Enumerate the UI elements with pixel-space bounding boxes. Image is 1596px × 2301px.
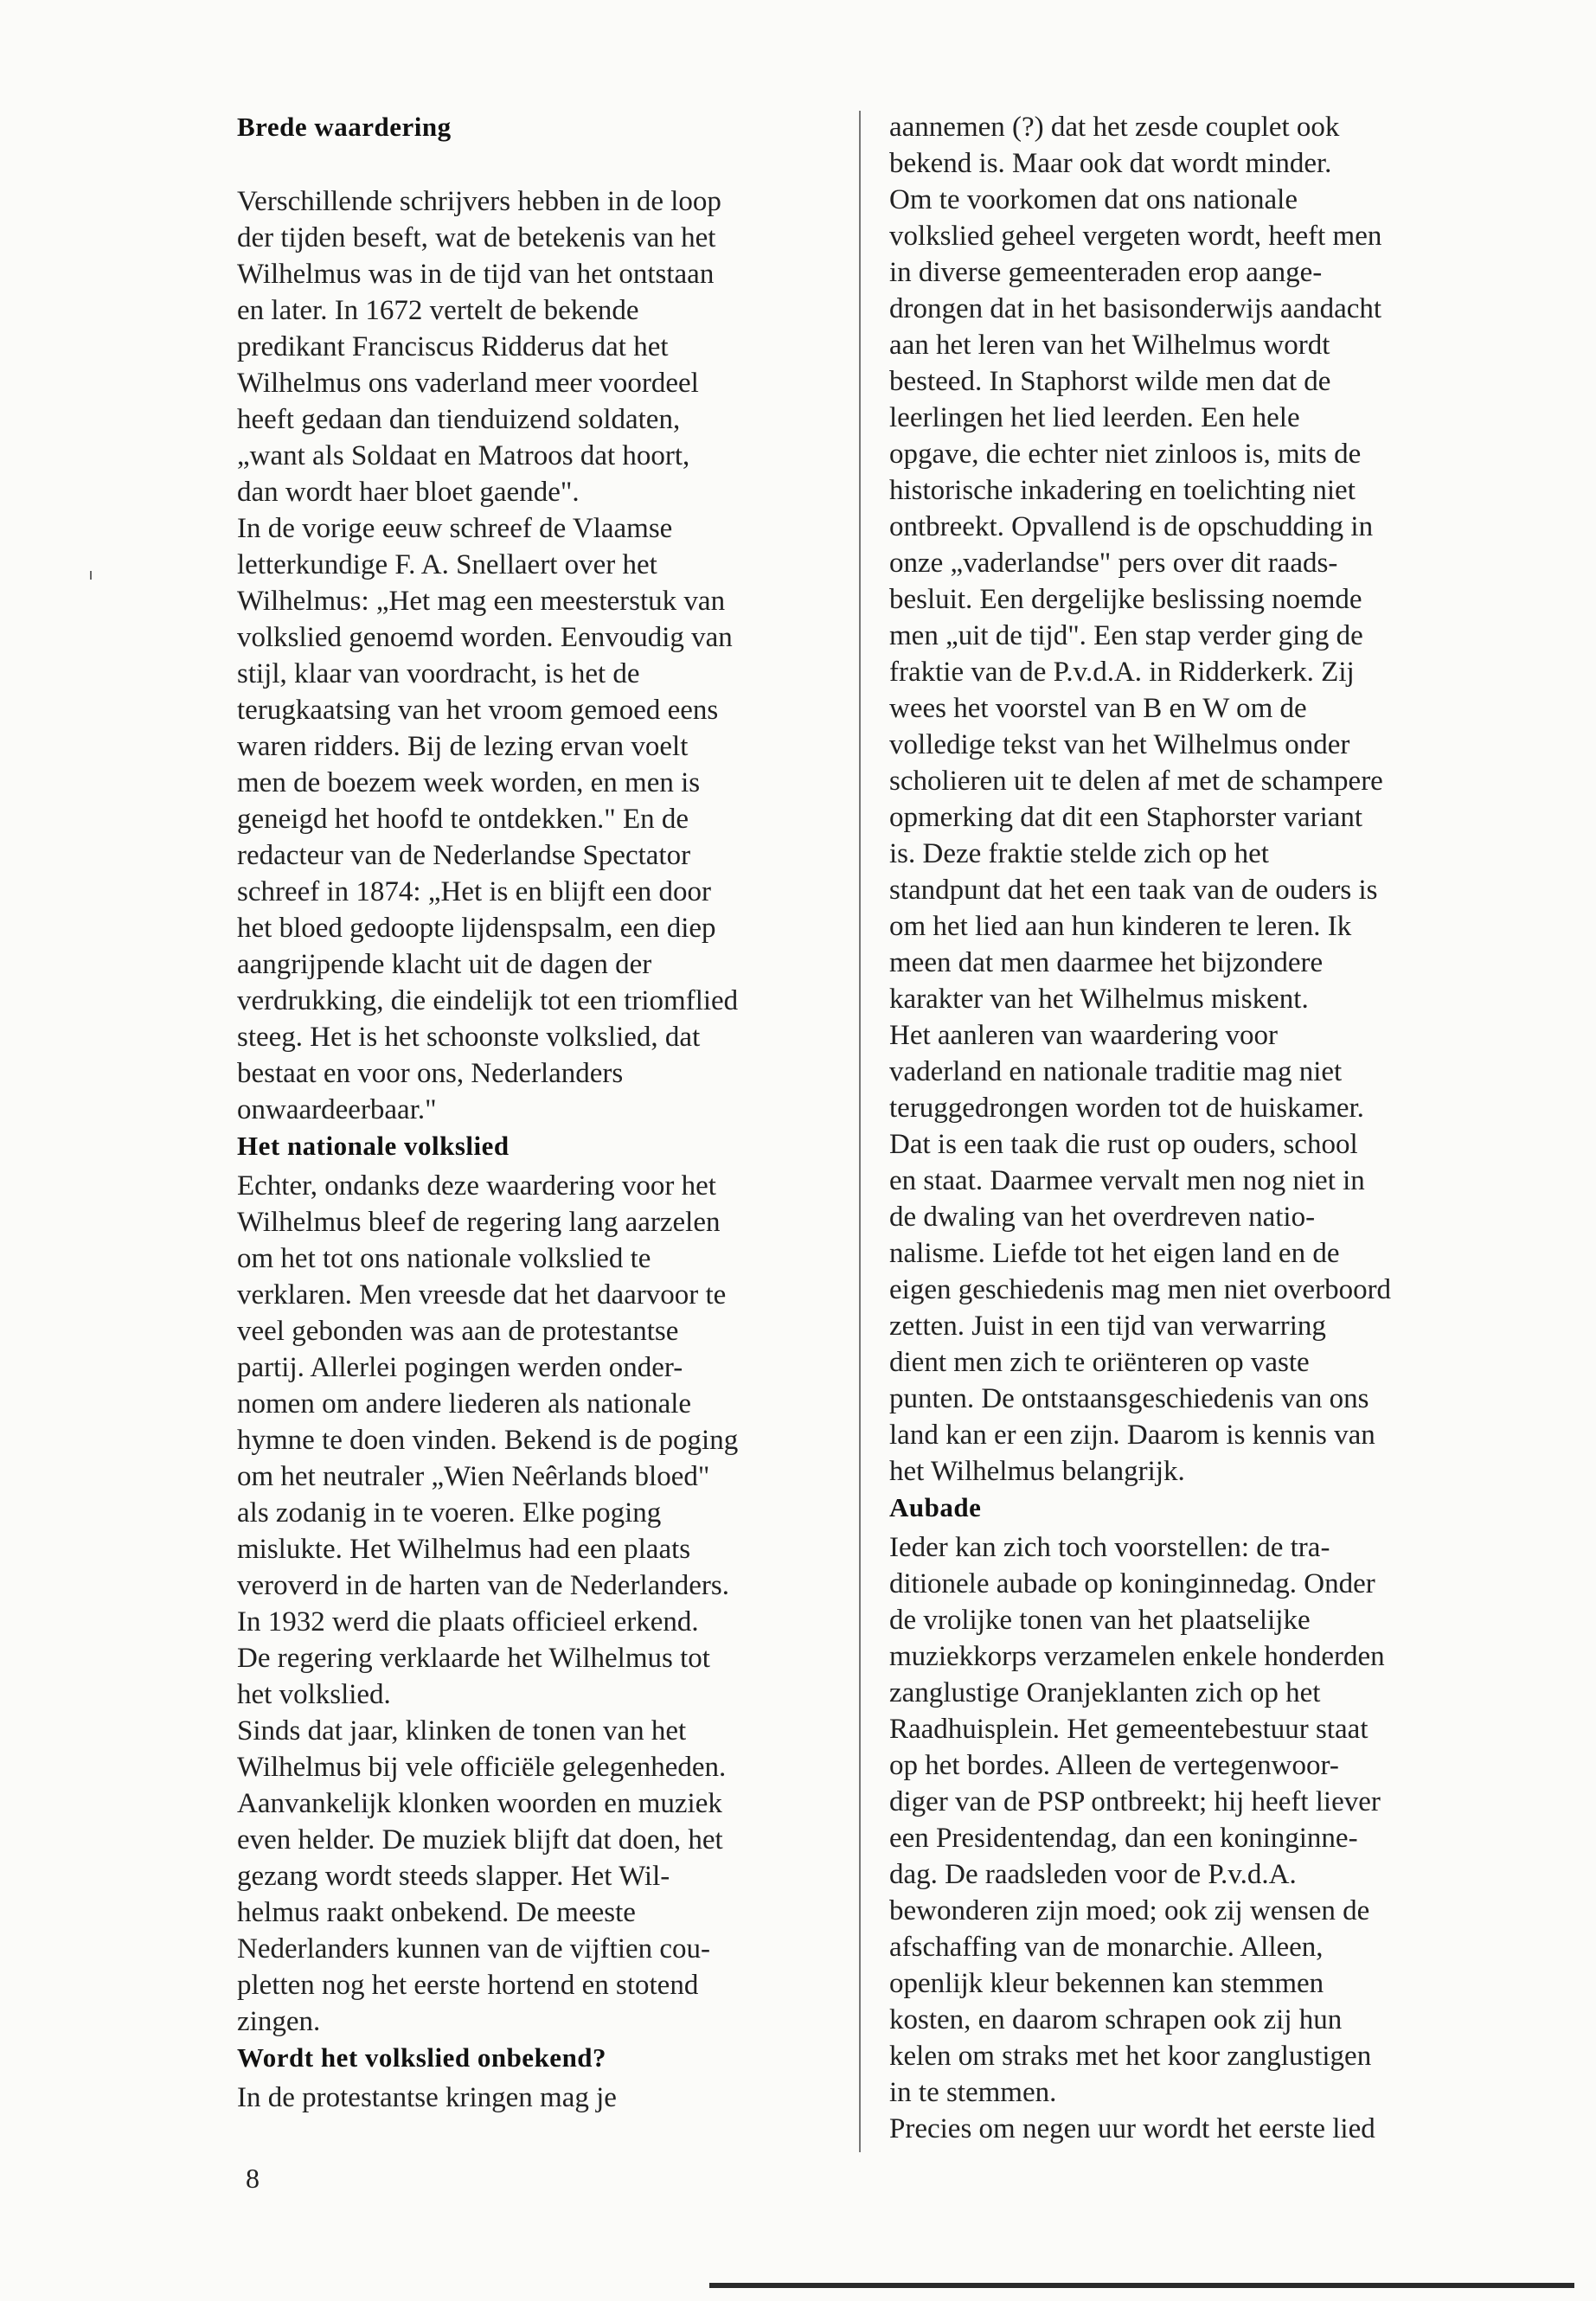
text-line: opgave, die echter niet zinloos is, mits de <box>889 439 1362 470</box>
text-line: ontbreekt. Opvallend is de opschudding in <box>889 511 1374 542</box>
text-line: bekend is. Maar ook dat wordt minder. <box>889 148 1332 179</box>
heading-wordt-het-volkslied-onbekend: Wordt het volkslied onbekend? <box>237 2042 607 2073</box>
text-line: pletten nog het eerste hortend en stotend <box>237 1970 699 2001</box>
text-line: standpunt dat het een taak van de ouders is <box>889 875 1378 906</box>
text-line: afschaffing van de monarchie. Alleen, <box>889 1932 1324 1963</box>
text-line: Verschillende schrijvers hebben in de loop <box>237 186 721 217</box>
text-line: volkslied geheel vergeten wordt, heeft men <box>889 221 1382 252</box>
text-line: om het lied aan hun kinderen te leren. Ik <box>889 911 1352 942</box>
text-line: openlijk kleur bekennen kan stemmen <box>889 1968 1324 1999</box>
text-line: diger van de PSP ontbreekt; hij heeft liever <box>889 1786 1381 1817</box>
text-line: aannemen (?) dat het zesde couplet ook <box>889 112 1340 143</box>
text-line: onwaardeerbaar." <box>237 1094 437 1125</box>
text-line: karakter van het Wilhelmus miskent. <box>889 984 1309 1015</box>
text-line: muziekkorps verzamelen enkele honderden <box>889 1641 1385 1672</box>
text-line: punten. De ontstaansgeschiedenis van ons <box>889 1383 1369 1414</box>
section-aubade-body <box>889 1529 1486 2147</box>
text-line: dag. De raadsleden voor de P.v.d.A. <box>889 1859 1297 1890</box>
text-line: aan het leren van het Wilhelmus wordt <box>889 330 1330 361</box>
text-line: Precies om negen uur wordt het eerste lied <box>889 2113 1375 2144</box>
text-line: Wilhelmus bij vele officiële gelegenheden. <box>237 1752 727 1783</box>
continuation-body <box>889 109 1486 1490</box>
heading-brede-waardering: Brede waardering <box>237 112 452 142</box>
text-line: is. Deze fraktie stelde zich op het <box>889 838 1269 869</box>
text-line: gezang wordt steeds slapper. Het Wil- <box>237 1861 670 1892</box>
text-line: men de boezem week worden, en men is <box>237 767 701 798</box>
text-line: scholieren uit te delen af met de schampere <box>889 766 1383 797</box>
text-line: Aanvankelijk klonken woorden en muziek <box>237 1788 722 1819</box>
text-line: Het aanleren van waardering voor <box>889 1020 1278 1051</box>
scan-speck <box>90 571 92 580</box>
text-line: In de vorige eeuw schreef de Vlaamse <box>237 513 673 544</box>
text-line: Ieder kan zich toch voorstellen: de tra- <box>889 1532 1330 1563</box>
text-line: volkslied genoemd worden. Eenvoudig van <box>237 622 733 653</box>
section-brede-waardering-body <box>237 183 877 1128</box>
text-line: heeft gedaan dan tienduizend soldaten, <box>237 404 681 435</box>
text-line: dient men zich te oriënteren op vaste <box>889 1347 1310 1378</box>
text-line: hymne te doen vinden. Bekend is de poging <box>237 1425 739 1456</box>
text-line: Dat is een taak die rust op ouders, school <box>889 1129 1358 1160</box>
text-line: schreef in 1874: „Het is en blijft een door <box>237 876 711 907</box>
text-line: besluit. Een dergelijke beslissing noemde <box>889 584 1362 615</box>
text-line: besteed. In Staphorst wilde men dat de <box>889 366 1331 397</box>
text-line: partij. Allerlei pogingen werden onder- <box>237 1352 683 1383</box>
text-line: als zodanig in te voeren. Elke poging <box>237 1497 662 1529</box>
right-column <box>889 109 1486 2147</box>
text-line: historische inkadering en toelichting niet <box>889 475 1356 506</box>
text-line: fraktie van de P.v.d.A. in Ridderkerk. Zij <box>889 657 1355 688</box>
text-line: Wilhelmus bleef de regering lang aarzelen <box>237 1207 721 1238</box>
text-line: steeg. Het is het schoonste volkslied, dat <box>237 1022 701 1053</box>
text-line: „want als Soldaat en Matroos dat hoort, <box>237 440 690 471</box>
text-line: drongen dat in het basisonderwijs aandacht <box>889 293 1382 324</box>
text-line: Nederlanders kunnen van de vijftien cou- <box>237 1933 711 1965</box>
text-line: en staat. Daarmee vervalt men nog niet in <box>889 1165 1365 1196</box>
text-line: en later. In 1672 vertelt de bekende <box>237 295 639 326</box>
text-line: bestaat en voor ons, Nederlanders <box>237 1058 624 1089</box>
text-line: veroverd in de harten van de Nederlanders. <box>237 1570 729 1601</box>
text-line: In 1932 werd die plaats officieel erkend. <box>237 1606 699 1638</box>
text-line: teruggedrongen worden tot de huiskamer. <box>889 1093 1364 1124</box>
text-line: vaderland en nationale traditie mag niet <box>889 1056 1343 1087</box>
text-line: het bloed gedoopte lijdenspsalm, een diep <box>237 913 716 944</box>
text-line: stijl, klaar van voordracht, is het de <box>237 658 640 689</box>
text-line: der tijden beseft, wat de betekenis van het <box>237 222 716 253</box>
text-line: de vrolijke tonen van het plaatselijke <box>889 1605 1311 1636</box>
text-line: zanglustige Oranjeklanten zich op het <box>889 1677 1321 1708</box>
text-line: veel gebonden was aan de protestantse <box>237 1316 679 1347</box>
text-line: men „uit de tijd". Een stap verder ging de <box>889 620 1363 651</box>
text-line: Om te voorkomen dat ons nationale <box>889 184 1298 215</box>
text-line: bewonderen zijn moed; ook zij wensen de <box>889 1895 1370 1926</box>
text-line: verdrukking, die eindelijk tot een triomflied <box>237 985 739 1016</box>
text-line: in te stemmen. <box>889 2077 1057 2108</box>
text-line: geneigd het hoofd te ontdekken." En de <box>237 804 689 835</box>
text-line: kelen om straks met het koor zanglustigen <box>889 2041 1372 2072</box>
text-line: eigen geschiedenis mag men niet overboord <box>889 1274 1392 1305</box>
text-line: Wilhelmus: „Het mag een meesterstuk van <box>237 586 726 617</box>
heading-het-nationale-volkslied: Het nationale volkslied <box>237 1131 510 1161</box>
text-line: het Wilhelmus belangrijk. <box>889 1456 1185 1487</box>
text-line: om het neutraler „Wien Neêrlands bloed" <box>237 1461 710 1492</box>
text-line: een Presidentendag, dan een koninginne- <box>889 1823 1358 1854</box>
text-line: meen dat men daarmee het bijzondere <box>889 947 1324 978</box>
text-line: kosten, en daarom schrapen ook zij hun <box>889 2004 1343 2035</box>
text-line: wees het voorstel van B en W om de <box>889 693 1307 724</box>
text-line: redacteur van de Nederlandse Spectator <box>237 840 691 871</box>
page-number: 8 <box>246 2163 260 2194</box>
text-line: het volkslied. <box>237 1679 391 1710</box>
text-line: Wilhelmus was in de tijd van het ontstaan <box>237 259 715 290</box>
text-line: verklaren. Men vreesde dat het daarvoor te <box>237 1279 727 1311</box>
text-line: Sinds dat jaar, klinken de tonen van het <box>237 1715 687 1747</box>
text-line: zingen. <box>237 2006 321 2037</box>
text-line: onze „vaderlandse" pers over dit raads- <box>889 548 1338 579</box>
text-line: Raadhuisplein. Het gemeentebestuur staat <box>889 1714 1368 1745</box>
text-line: ditionele aubade op koninginnedag. Onder <box>889 1568 1375 1599</box>
text-line: even helder. De muziek blijft dat doen, het <box>237 1824 723 1856</box>
section-wordt-het-volkslied-onbekend-body <box>237 2080 877 2116</box>
text-line: predikant Franciscus Ridderus dat het <box>237 331 669 362</box>
text-line: de dwaling van het overdreven natio- <box>889 1202 1316 1233</box>
text-line: volledige tekst van het Wilhelmus onder <box>889 729 1350 760</box>
text-line: In de protestantse kringen mag je <box>237 2082 617 2113</box>
text-line: terugkaatsing van het vroom gemoed eens <box>237 695 719 726</box>
text-line: nomen om andere liederen als nationale <box>237 1388 692 1420</box>
text-line: dan wordt haer bloet gaende". <box>237 477 580 508</box>
text-line: aangrijpende klacht uit de dagen der <box>237 949 652 980</box>
heading-aubade: Aubade <box>889 1492 982 1522</box>
section-het-nationale-volkslied-body <box>237 1168 877 2040</box>
text-line: op het bordes. Alleen de vertegenwoor- <box>889 1750 1339 1781</box>
bottom-rule <box>709 2283 1574 2288</box>
text-line: Echter, ondanks deze waardering voor het <box>237 1170 716 1202</box>
text-line: letterkundige F. A. Snellaert over het <box>237 549 657 580</box>
text-line: De regering verklaarde het Wilhelmus tot <box>237 1643 710 1674</box>
left-column <box>237 109 877 2116</box>
text-line: waren ridders. Bij de lezing ervan voelt <box>237 731 689 762</box>
text-line: mislukte. Het Wilhelmus had een plaats <box>237 1534 691 1565</box>
text-line: land kan er een zijn. Daarom is kennis van <box>889 1420 1375 1451</box>
text-line: om het tot ons nationale volkslied te <box>237 1243 651 1274</box>
text-line: Wilhelmus ons vaderland meer voordeel <box>237 368 699 399</box>
text-line: in diverse gemeenteraden erop aange- <box>889 257 1323 288</box>
text-line: leerlingen het lied leerden. Een hele <box>889 402 1300 433</box>
text-line: zetten. Juist in een tijd van verwarring <box>889 1311 1326 1342</box>
text-line: helmus raakt onbekend. De meeste <box>237 1897 636 1928</box>
text-line: nalisme. Liefde tot het eigen land en de <box>889 1238 1340 1269</box>
text-line: opmerking dat dit een Staphorster variant <box>889 802 1363 833</box>
